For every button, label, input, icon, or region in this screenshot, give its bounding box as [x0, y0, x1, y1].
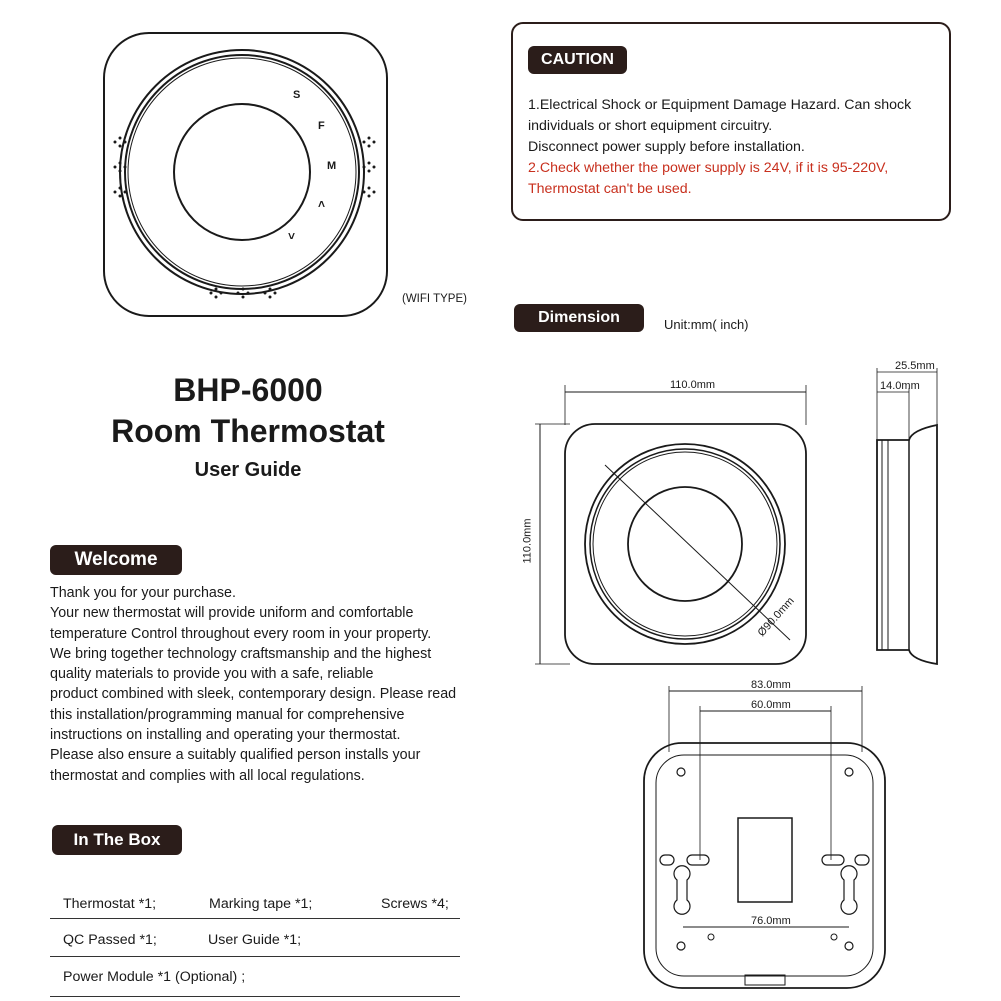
dim-depth-body: 14.0mm [880, 380, 920, 392]
caution-line-4: 2.Check whether the power supply is 24V, if it is 95-220V, [528, 160, 889, 176]
welcome-heading: Welcome [50, 545, 182, 575]
button-s-label: S [293, 89, 301, 101]
box-divider [50, 956, 460, 957]
welcome-line: We bring together technology craftsmanship and the highest [50, 645, 432, 662]
box-item-qc: QC Passed *1; [63, 932, 157, 948]
model-title: BHP-6000 [173, 372, 323, 408]
welcome-line: quality materials to provide you with a safe, reliable [50, 666, 374, 683]
welcome-line: instructions on installing and operating your thermostat. [50, 727, 401, 744]
dimension-heading: Dimension [514, 304, 644, 332]
caution-line-5: Thermostat can't be used. [528, 181, 692, 197]
dim-diameter: Ø90.0mm [755, 595, 797, 639]
welcome-line: thermostat and complies with all local regulations. [50, 767, 365, 784]
caution-line-2: individuals or short equipment circuitry. [528, 118, 773, 134]
button-f-label: F [318, 120, 325, 132]
welcome-line: product combined with sleek, contemporary design. Please read [50, 686, 457, 703]
caution-text [528, 95, 948, 200]
box-item-screws: Screws *4; [381, 896, 449, 912]
in-the-box-heading: In The Box [52, 825, 182, 855]
box-divider [50, 996, 460, 997]
welcome-line: Your new thermostat will provide uniform and comfortable [50, 605, 414, 622]
welcome-line: this installation/programming manual for comprehensive [50, 706, 405, 723]
welcome-text [50, 583, 500, 786]
guide-title: User Guide [194, 459, 302, 481]
box-divider [50, 918, 460, 919]
dim-back-width: 83.0mm [751, 679, 791, 691]
welcome-line: Thank you for your purchase. [50, 585, 236, 601]
dim-height: 110.0mm [521, 518, 534, 564]
welcome-line: temperature Control throughout every room in your property. [50, 625, 432, 642]
wifi-type-label: (WIFI TYPE) [402, 293, 467, 305]
dim-back-bottom: 76.0mm [751, 915, 791, 927]
dim-depth-total: 25.5mm [895, 360, 935, 372]
box-item-marking-tape: Marking tape *1; [209, 896, 313, 912]
product-title: Room Thermostat [111, 413, 385, 449]
dimension-unit: Unit:mm( inch) [664, 317, 749, 332]
box-item-thermostat: Thermostat *1; [63, 896, 157, 912]
box-item-power-module: Power Module *1 (Optional) ; [63, 969, 246, 985]
box-item-user-guide: User Guide *1; [208, 932, 302, 948]
thermostat-illustration [0, 0, 300, 300]
button-down-label: ˅ [288, 229, 296, 243]
dim-back-holes: 60.0mm [751, 699, 791, 711]
caution-heading: CAUTION [528, 46, 627, 74]
welcome-line: Please also ensure a suitably qualified person installs your [50, 747, 421, 764]
caution-line-3: Disconnect power supply before installation. [528, 139, 805, 155]
button-up-label: ˄ [318, 197, 326, 211]
caution-line-1: 1.Electrical Shock or Equipment Damage Hazard. Can shock [528, 97, 912, 113]
button-m-label: M [327, 160, 337, 172]
dim-width: 110.0mm [670, 379, 716, 391]
